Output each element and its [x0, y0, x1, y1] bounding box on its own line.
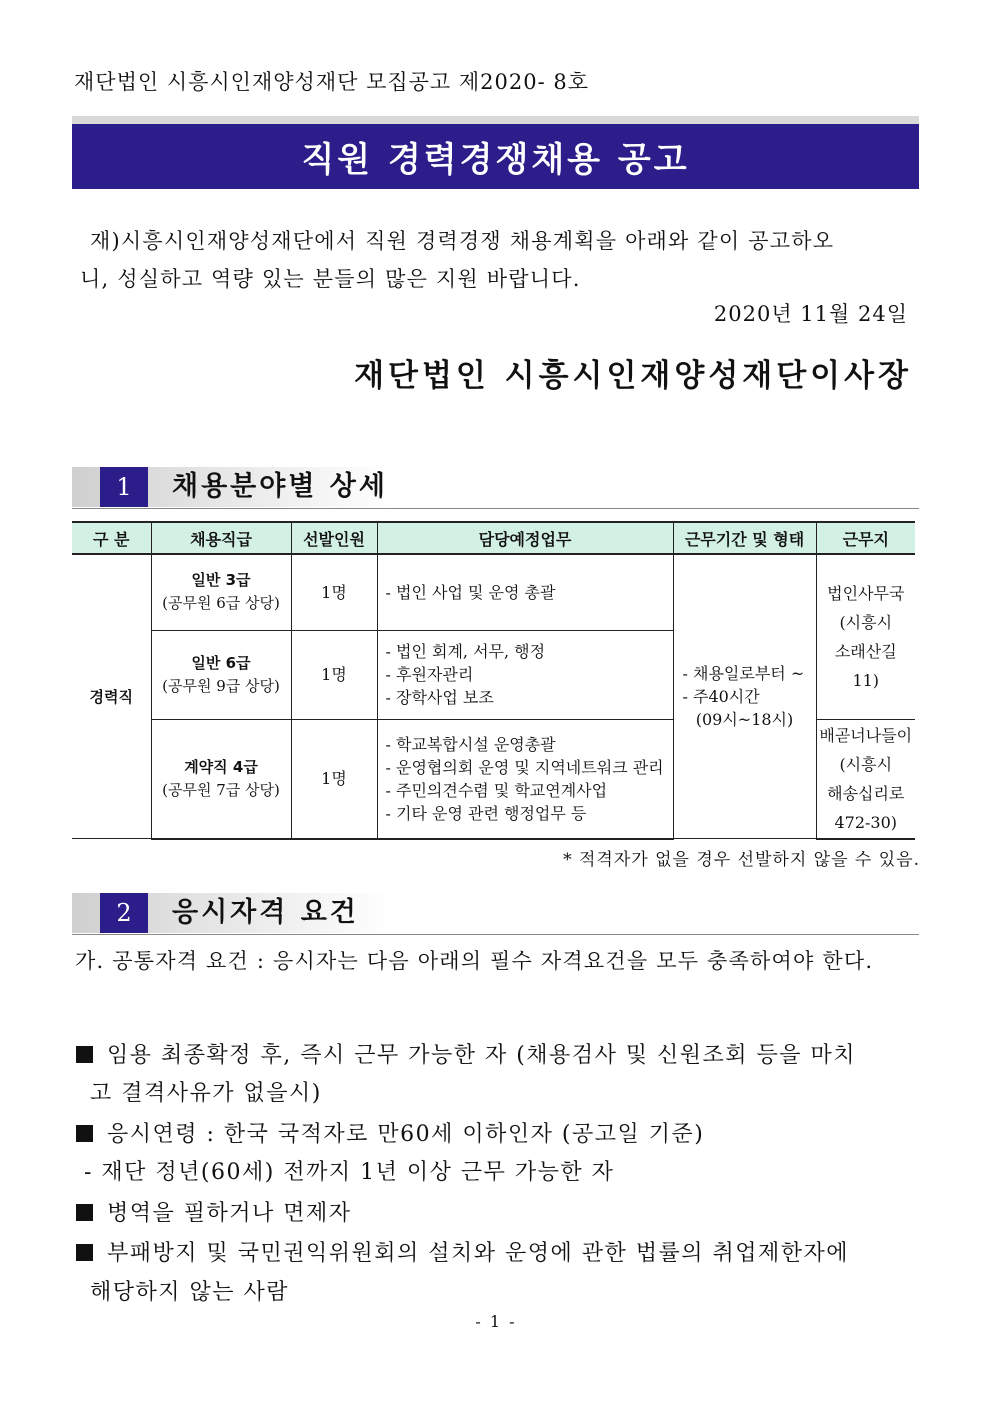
- duty-item: - 학교복합시설 운영총괄: [385, 734, 556, 754]
- header-category: 구 분: [72, 522, 151, 554]
- location-line: 해송십리로: [827, 783, 905, 803]
- requirement-text: 임용 최종확정 후, 즉시 근무 가능한 자 (채용검사 및 신원조회 등을 마치: [107, 1043, 857, 1068]
- location-cell: [816, 554, 915, 719]
- location-line: (시흥시: [839, 754, 893, 774]
- duty-item: - 법인 사업 및 운영 총괄: [385, 582, 556, 602]
- section-number-badge: 2: [100, 893, 148, 933]
- intro-line-2: 니, 성실하고 역량 있는 분들의 많은 지원 바랍니다.: [80, 267, 581, 291]
- requirement-item: [76, 1196, 352, 1227]
- duties-cell: [377, 630, 673, 719]
- duty-item: - 장학사업 보조: [385, 688, 494, 707]
- page-number: - 1 -: [475, 1312, 517, 1331]
- requirement-text: 부패방지 및 국민권익위원회의 설치와 운영에 관한 법률의 취업제한자에: [107, 1241, 850, 1266]
- grade-equivalent: (공무원 9급 상당): [162, 676, 280, 695]
- requirement-text: 응시연령 : 한국 국적자로 만60세 이하인자 (공고일 기준): [107, 1122, 705, 1147]
- page-title: 직원 경력경쟁채용 공고: [72, 124, 919, 189]
- title-bar-shadow: [72, 116, 919, 124]
- duty-item: - 후원자관리: [385, 665, 474, 684]
- header-grade: 채용직급: [151, 522, 291, 554]
- period-line: - 주40시간: [682, 687, 760, 706]
- location-line: 472-30): [834, 812, 898, 832]
- section-title: 응시자격 요건: [172, 897, 359, 928]
- count-cell: 1명: [291, 630, 377, 719]
- header-location: 근무지: [816, 522, 915, 554]
- common-requirements: 가. 공통자격 요건 : 응시자는 다음 아래의 필수 자격요건을 모두 충족하여야 한다.: [75, 949, 874, 973]
- section-divider: [72, 508, 919, 509]
- requirement-continuation: 해당하지 않는 사람: [90, 1280, 290, 1305]
- location-cell: [816, 719, 915, 839]
- grade-cell: [151, 719, 291, 839]
- square-bullet-icon: [76, 1046, 93, 1063]
- location-line: 법인사무국: [827, 583, 905, 603]
- duties-cell: [377, 554, 673, 630]
- duty-item: - 운영협의회 운영 및 지역네트워크 관리: [385, 757, 664, 777]
- requirement-item: [76, 1236, 849, 1267]
- grade-name: 일반 3급: [191, 571, 251, 590]
- grade-name: 일반 6급: [191, 653, 251, 672]
- duty-item: - 법인 회계, 서무, 행정: [385, 642, 546, 661]
- recruitment-table: [72, 521, 915, 840]
- section-title: 채용분야별 상세: [172, 471, 388, 502]
- count-cell: 1명: [291, 554, 377, 630]
- section-2-heading: [72, 893, 392, 933]
- section-1-heading: [72, 467, 392, 507]
- period-line: - 채용일로부터 ~: [682, 664, 805, 683]
- location-line: 11): [852, 670, 880, 690]
- table-row: [72, 554, 915, 630]
- header-period: 근무기간 및 형태: [673, 522, 816, 554]
- section-number-badge: 1: [100, 467, 148, 507]
- grade-equivalent: (공무원 7급 상당): [162, 780, 280, 799]
- document-number: 재단법인 시흥시인재양성재단 모집공고 제2020- 8호: [74, 70, 590, 94]
- requirement-continuation: 고 결격사유가 없을시): [90, 1081, 322, 1106]
- duties-cell: [377, 719, 673, 839]
- period-cell: [673, 554, 816, 839]
- square-bullet-icon: [76, 1244, 93, 1261]
- location-line: 소래산길: [834, 641, 897, 661]
- requirement-item: [76, 1038, 856, 1069]
- location-line: 배곧너나들이: [819, 725, 913, 745]
- location-line: (시흥시: [839, 612, 893, 632]
- grade-name: 계약직 4급: [184, 757, 258, 776]
- table-note: * 적격자가 없을 경우 선발하지 않을 수 있음.: [563, 850, 920, 870]
- grade-cell: [151, 630, 291, 719]
- requirement-item: [76, 1117, 704, 1148]
- duty-item: - 주민의견수렴 및 학교연계사업: [385, 780, 608, 800]
- grade-equivalent: (공무원 6급 상당): [162, 594, 280, 613]
- square-bullet-icon: [76, 1125, 93, 1142]
- header-count: 선발인원: [291, 522, 377, 554]
- table-header-row: [72, 522, 915, 554]
- announcement-date: 2020년 11월 24일: [713, 302, 908, 326]
- requirement-subitem: - 재단 정년(60세) 전까지 1년 이상 근무 가능한 자: [84, 1160, 615, 1185]
- square-bullet-icon: [76, 1204, 93, 1221]
- count-cell: 1명: [291, 719, 377, 839]
- period-line: (09시~18시): [695, 710, 794, 729]
- issuer-name: 재단법인 시흥시인재양성재단이사장: [354, 358, 912, 394]
- intro-line-1: 재)시흥시인재양성재단에서 직원 경력경쟁 채용계획을 아래와 같이 공고하오: [90, 229, 835, 253]
- duty-item: - 기타 운영 관련 행정업무 등: [385, 803, 587, 823]
- category-cell: [72, 554, 151, 839]
- requirement-text: 병역을 필하거나 면제자: [107, 1201, 352, 1226]
- grade-cell: [151, 554, 291, 630]
- header-duties: 담당예정업무: [377, 522, 673, 554]
- section-divider: [72, 934, 919, 935]
- category-label: 경력직: [89, 687, 133, 706]
